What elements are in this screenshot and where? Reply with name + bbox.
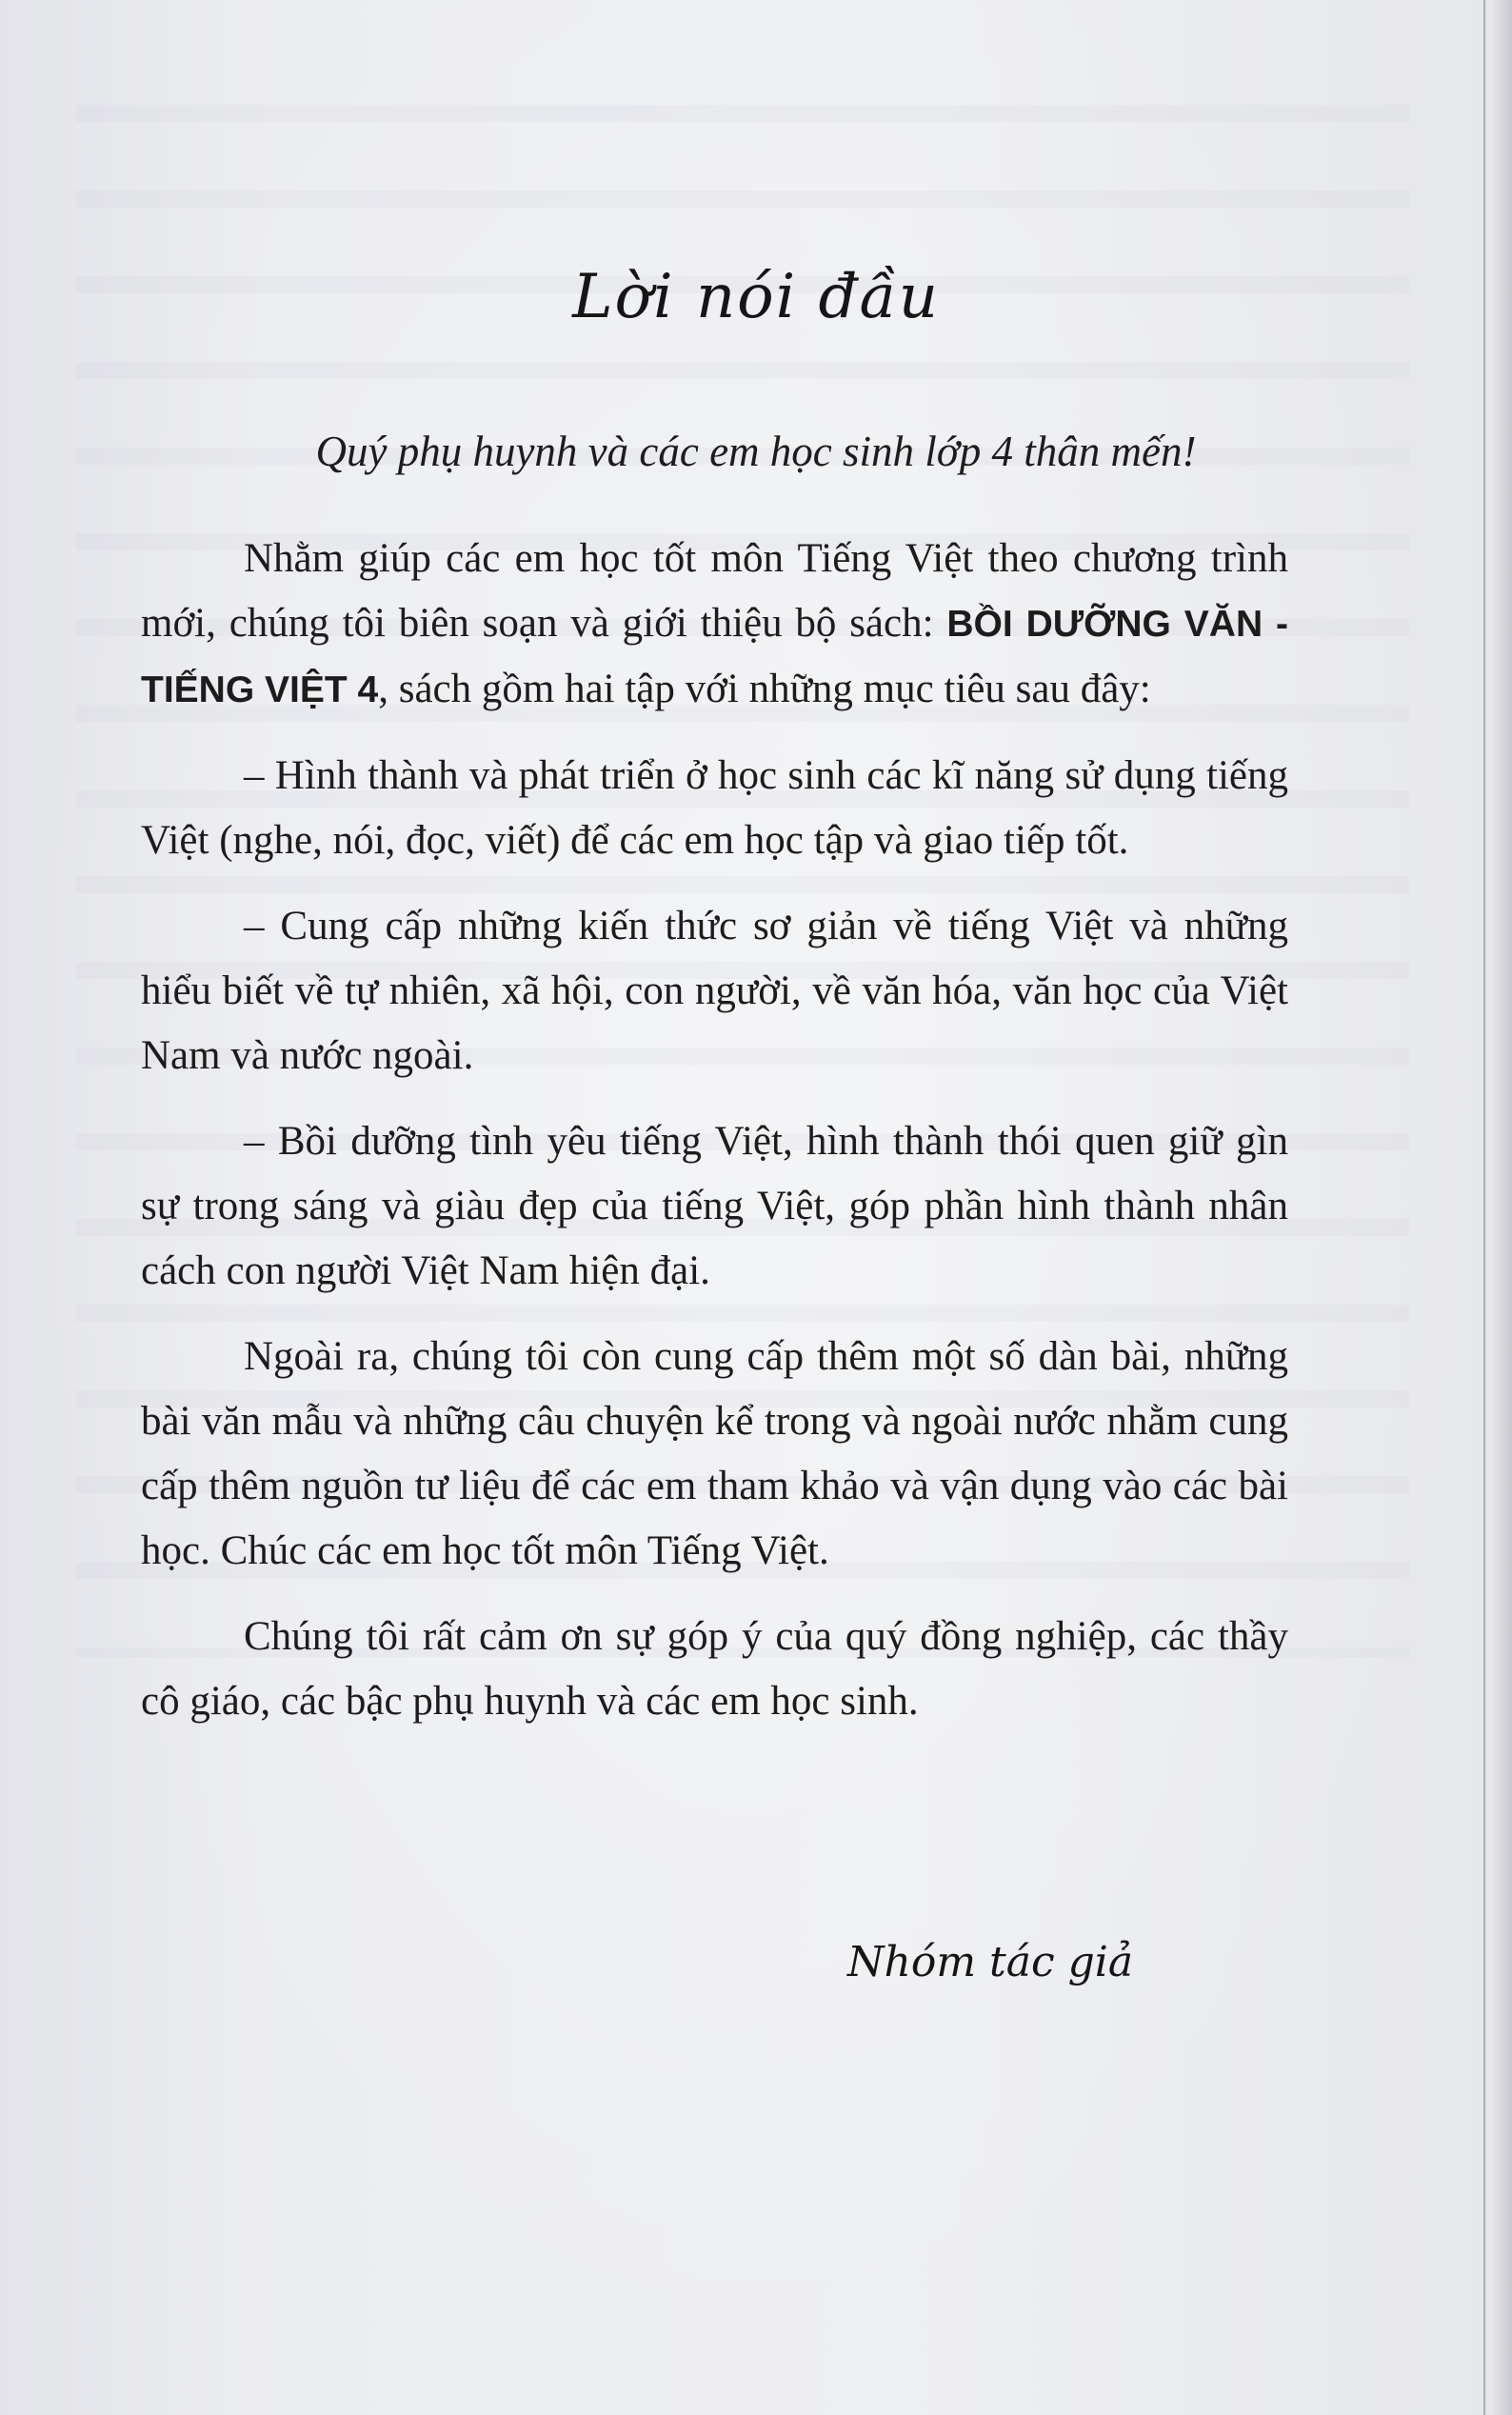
intro-text-after: , sách gồm hai tập với những mục tiêu sau đây: xyxy=(378,667,1151,711)
goal-item-3: – Bồi dưỡng tình yêu tiếng Việt, hình thành thói quen giữ gìn sự trong sáng và giàu đẹp của tiếng Việt, góp phần hình thành nhân cách con người Việt Nam hiện đại. xyxy=(141,1119,1288,1293)
intro-text-before: Nhằm giúp các em học tốt môn Tiếng Việt theo chương trình mới, chúng tôi biên soạn và giới thiệu bộ sách: xyxy=(141,536,1288,646)
page-edge-line xyxy=(1483,0,1485,2415)
goal-item-1: – Hình thành và phát triển ở học sinh các kĩ năng sử dụng tiếng Việt (nghe, nói, đọc, viết) để các em học tập và giao tiếp tốt. xyxy=(141,753,1288,863)
page-edge-shadow xyxy=(1491,0,1512,2415)
goal-item-2: – Cung cấp những kiến thức sơ giản về tiếng Việt và những hiểu biết về tự nhiên, xã hội, con người, về văn hóa, văn học của Việt Nam và nước ngoài. xyxy=(141,904,1288,1078)
author-signature: Nhóm tác giả xyxy=(847,1938,1134,1986)
thanks-paragraph: Chúng tôi rất cảm ơn sự góp ý của quý đồng nghiệp, các thầy cô giáo, các bậc phụ huynh và các em học sinh. xyxy=(141,1614,1288,1724)
preface-body xyxy=(141,527,1288,1755)
page-title: Lời nói đầu xyxy=(572,262,940,332)
book-title: BỒI DƯỠNG VĂN - TIẾNG VIỆT 4 xyxy=(141,604,1288,710)
intro-paragraph xyxy=(141,527,1288,723)
greeting-line: Quý phụ huynh và các em học sinh lớp 4 thân mến! xyxy=(315,428,1197,475)
extra-resources-paragraph: Ngoài ra, chúng tôi còn cung cấp thêm một số dàn bài, những bài văn mẫu và những câu chuyện kể trong và ngoài nước nhằm cung cấp thêm nguồn tư liệu để các em tham khảo và vận dụng vào các bài học. Chúc các em học tốt môn Tiếng Việt. xyxy=(141,1334,1288,1573)
